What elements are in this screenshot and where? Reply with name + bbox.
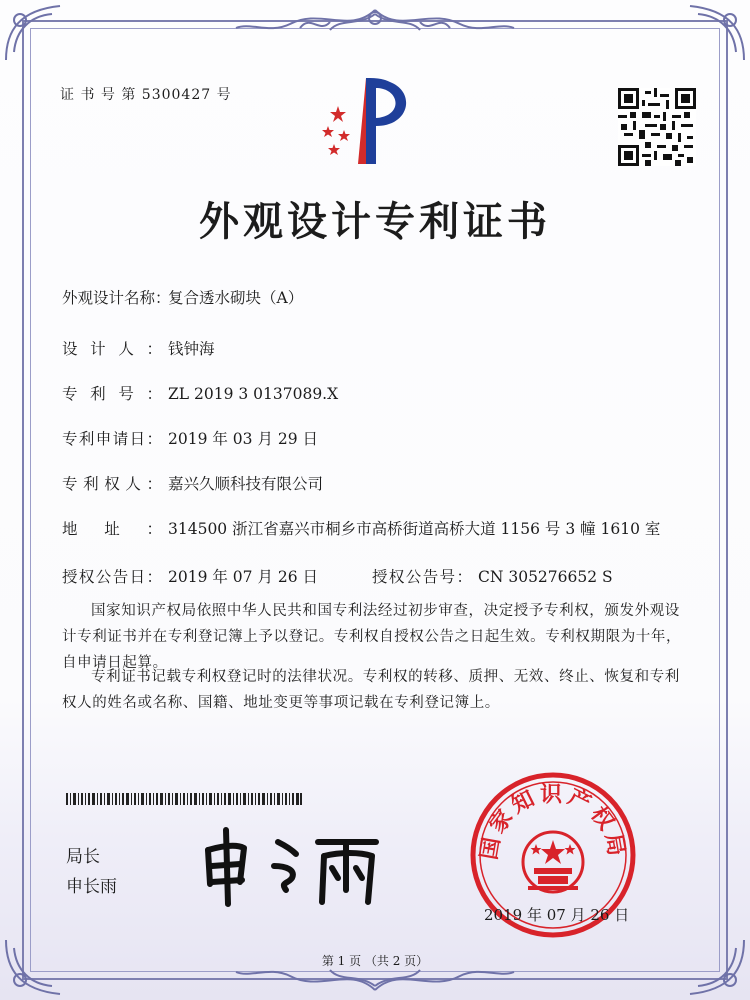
field-designer	[62, 338, 215, 360]
field-grant-date	[62, 566, 318, 588]
top-ornament	[230, 4, 520, 44]
director-name: 申长雨	[66, 877, 117, 897]
field-address	[62, 518, 698, 540]
seal-text: 国家知识产权局	[476, 782, 630, 862]
seal-date: 2019 年 07 月 26 日	[484, 906, 630, 924]
field-filing-date	[62, 428, 318, 450]
field-label: 设计人：	[62, 340, 162, 358]
field-value: 2019 年 07 月 26 日	[168, 568, 319, 586]
field-value: 嘉兴久顺科技有限公司	[168, 475, 324, 493]
corner-ornament-top-left	[0, 0, 70, 70]
field-patent-number	[62, 383, 338, 405]
field-value: 复合透水砌块（A）	[168, 289, 304, 307]
field-label: 专利申请日：	[62, 430, 162, 448]
statement-paragraph-2: 专利证书记载专利权登记时的法律状况。专利权的转移、质押、无效、终止、恢复和专利权人的姓名或名称、国籍、地址变更等事项记载在专利登记簿上。	[62, 669, 680, 711]
field-label: 地址：	[62, 520, 162, 538]
director-title: 局长	[66, 847, 100, 867]
certificate-title: 外观设计专利证书	[199, 199, 551, 245]
field-design-name	[62, 287, 303, 309]
field-value: 钱钟海	[168, 340, 215, 358]
field-label: 授权公告号：	[372, 568, 472, 586]
field-grant-number	[372, 566, 613, 588]
barcode-icon	[66, 790, 302, 802]
statement-paragraph-1: 国家知识产权局依照中华人民共和国专利法经过初步审查，决定授予专利权，颁发外观设计专利证书并在专利登记簿上予以登记。专利权自授权公告之日起生效。专利权期限为十年，自申请日起算。	[62, 603, 682, 671]
cnipa-emblem-icon	[312, 72, 422, 172]
qr-code-icon	[618, 88, 696, 166]
certificate-number: 证 书 号 第 5300427 号	[60, 87, 232, 103]
page-number: 第 1 页 （共 2 页）	[321, 954, 429, 968]
field-label: 外观设计名称：	[62, 289, 171, 307]
director-signature	[200, 820, 390, 910]
field-label: 专利权人：	[62, 475, 162, 493]
field-value: ZL 2019 3 0137089.X	[168, 385, 339, 403]
field-value: 2019 年 03 月 29 日	[168, 430, 319, 448]
field-value: 314500 浙江省嘉兴市桐乡市高桥街道高桥大道 1156 号 3 幢 1610 室	[168, 520, 661, 538]
corner-ornament-top-right	[680, 0, 750, 70]
field-patentee	[62, 473, 323, 495]
field-value: CN 305276652 S	[478, 568, 613, 586]
field-label: 授权公告日：	[62, 568, 162, 586]
field-label: 专利号：	[62, 385, 162, 403]
